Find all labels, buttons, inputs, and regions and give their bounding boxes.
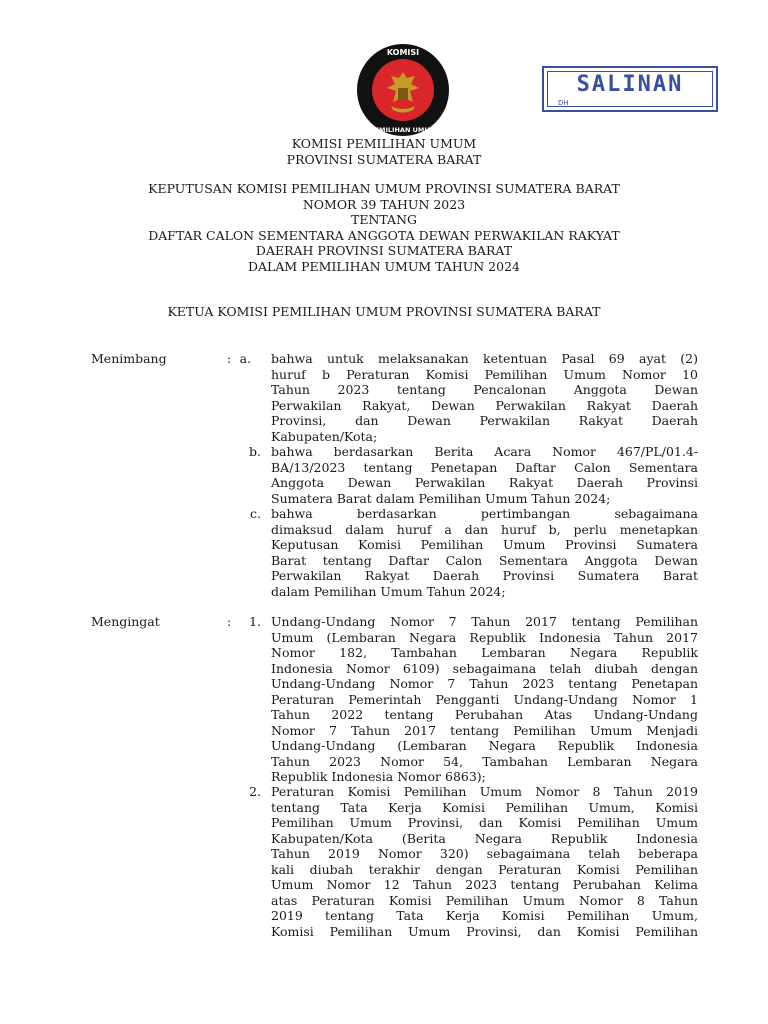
mengingat-item-2	[271, 784, 698, 939]
decree-line: DAFTAR CALON SEMENTARA ANGGOTA DEWAN PERWAKILAN RAKYAT	[148, 227, 620, 243]
decree-title	[0, 181, 768, 274]
item-marker: c.	[250, 506, 261, 521]
stamp-text: SALINAN	[576, 72, 684, 97]
mengingat-label: Mengingat	[91, 614, 160, 629]
menimbang-colon: :	[227, 351, 232, 366]
text-line: dalam Pemilihan Umum Tahun 2024;	[271, 583, 506, 599]
text-line: Pemilihan Umum Provinsi, dan Komisi Pemilihan Umum	[271, 815, 698, 830]
item-marker: 2.	[249, 784, 261, 799]
text-line: Indonesia Nomor 6109) sebagaimana telah diubah dengan	[271, 660, 698, 676]
text-line: Nomor 7 Tahun 2017 tentang Pemilihan Umum Menjadi	[271, 722, 698, 738]
menimbang-item-c	[271, 506, 698, 599]
menimbang-item-a	[271, 351, 698, 444]
text-line: huruf b Peraturan Komisi Pemilihan Umum Nomor 10	[271, 366, 698, 382]
text-line: Barat tentang Daftar Calon Sementara Anggota Dewan	[271, 552, 698, 568]
salinan-stamp	[542, 66, 718, 112]
menimbang-item-b	[271, 444, 698, 506]
text-line: dimaksud dalam huruf a dan huruf b, perlu menetapkan	[271, 521, 698, 537]
decree-line: DALAM PEMILIHAN UMUM TAHUN 2024	[248, 258, 520, 274]
menimbang-label: Menimbang	[91, 351, 167, 366]
text-line: Tahun 2019 Nomor 320) sebagaimana telah beberapa	[271, 846, 698, 861]
official-line: KETUA KOMISI PEMILIHAN UMUM PROVINSI SUMATERA BARAT	[167, 304, 601, 319]
text-line: Perwakilan Rakyat Daerah Provinsi Sumatera Barat	[271, 568, 698, 583]
mengingat-item-1	[271, 614, 698, 785]
text-line: BA/13/2023 tentang Penetapan Daftar Calon Sementara	[271, 459, 698, 475]
text-line: Kabupaten/Kota;	[271, 428, 378, 444]
institution-header	[0, 136, 768, 167]
text-line: Umum Nomor 12 Tahun 2023 tentang Perubahan Kelima	[271, 877, 698, 892]
text-line: Kabupaten/Kota (Berita Negara Republik Indonesia	[271, 830, 698, 846]
text-line: bahwa berdasarkan pertimbangan sebagaimana	[271, 506, 698, 521]
text-line: Peraturan Pemerintah Pengganti Undang-Undang Nomor 1	[271, 691, 698, 707]
stamp-initials: DH	[558, 99, 569, 107]
item-marker: b.	[249, 444, 261, 459]
text-line: Keputusan Komisi Pemilihan Umum Provinsi Sumatera	[271, 537, 698, 552]
text-line: bahwa berdasarkan Berita Acara Nomor 467/PL/01.4-	[271, 444, 698, 459]
text-line: Provinsi, dan Dewan Perwakilan Rakyat Daerah	[271, 413, 698, 428]
text-line: tentang Tata Kerja Komisi Pemilihan Umum, Komisi	[271, 799, 698, 815]
logo-top-text: KOMISI	[386, 48, 420, 57]
text-line: kali diubah terakhir dengan Peraturan Komisi Pemilihan	[271, 861, 698, 877]
decree-line: NOMOR 39 TAHUN 2023	[302, 196, 466, 212]
kpu-emblem	[355, 42, 451, 138]
mengingat-colon: :	[227, 614, 232, 629]
text-line: Peraturan Komisi Pemilihan Umum Nomor 8 Tahun 2019	[271, 784, 698, 799]
text-line: Umum (Lembaran Negara Republik Indonesia Tahun 2017	[271, 629, 698, 645]
item-marker: 1.	[249, 614, 261, 629]
official-title	[0, 304, 768, 320]
text-line: bahwa untuk melaksanakan ketentuan Pasal 69 ayat (2)	[271, 351, 698, 366]
text-line: Undang-Undang (Lembaran Negara Republik Indonesia	[271, 738, 698, 753]
item-marker: a.	[239, 351, 251, 366]
text-line: 2019 tentang Tata Kerja Komisi Pemilihan Umum,	[271, 908, 698, 923]
text-line: Komisi Pemilihan Umum Provinsi, dan Komisi Pemilihan	[271, 923, 698, 939]
text-line: Tahun 2022 tentang Perubahan Atas Undang-Undang	[271, 707, 698, 722]
logo-bottom-text: PEMILIHAN UMUM	[369, 126, 437, 134]
text-line: Undang-Undang Nomor 7 Tahun 2023 tentang Penetapan	[271, 676, 698, 691]
decree-line: TENTANG	[350, 212, 417, 227]
text-line: Anggota Dewan Perwakilan Rakyat Daerah Provinsi	[271, 475, 698, 490]
text-line: atas Peraturan Komisi Pemilihan Umum Nomor 8 Tahun	[271, 892, 698, 908]
institution-line: PROVINSI SUMATERA BARAT	[286, 151, 482, 167]
text-line: Perwakilan Rakyat, Dewan Perwakilan Rakyat Daerah	[271, 397, 698, 413]
decree-line: DAERAH PROVINSI SUMATERA BARAT	[255, 243, 513, 258]
institution-line: KOMISI PEMILIHAN UMUM	[291, 136, 477, 151]
text-line: Republik Indonesia Nomor 6863);	[271, 769, 486, 784]
text-line: Undang-Undang Nomor 7 Tahun 2017 tentang Pemilihan	[271, 614, 698, 629]
kpu-logo	[355, 42, 451, 138]
text-line: Sumatera Barat dalam Pemilihan Umum Tahun 2024;	[271, 490, 611, 506]
text-line: Tahun 2023 Nomor 54, Tambahan Lembaran Negara	[271, 753, 698, 769]
text-line: Nomor 182, Tambahan Lembaran Negara Republik	[271, 645, 698, 660]
text-line: Tahun 2023 tentang Pencalonan Anggota Dewan	[271, 382, 698, 397]
decree-line: KEPUTUSAN KOMISI PEMILIHAN UMUM PROVINSI SUMATERA BARAT	[148, 181, 620, 196]
